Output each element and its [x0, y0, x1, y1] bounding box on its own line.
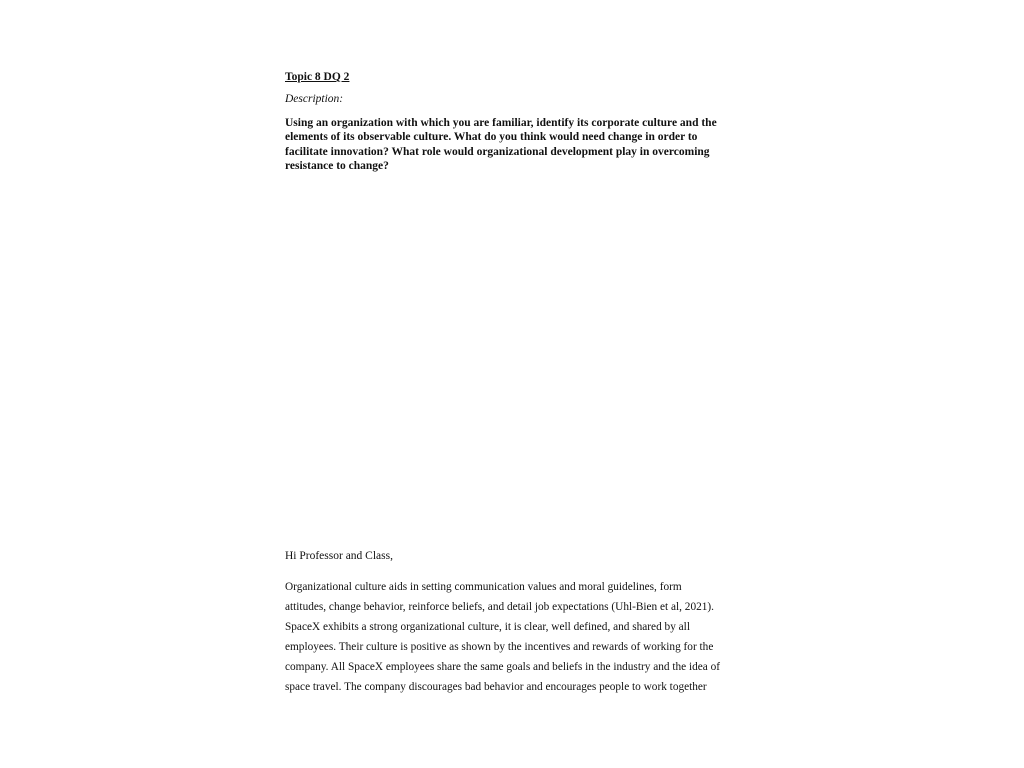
paragraph-line: space travel. The company discourages bad behavior and encourages people to work together	[285, 681, 707, 693]
paragraph-line: company. All SpaceX employees share the same goals and beliefs in the industry and the idea of	[285, 661, 721, 673]
paragraph-line: attitudes, change behavior, reinforce beliefs, and detail job expectations (Uhl-Bien et al, 2021).	[285, 601, 714, 613]
discussion-prompt	[285, 116, 745, 173]
response-paragraph	[285, 577, 755, 697]
topic-title: Topic 8 DQ 2	[285, 71, 350, 83]
prompt-line: Using an organization with which you are familiar, identify its corporate culture and the	[285, 117, 717, 129]
prompt-line: elements of its observable culture. What do you think would need change in order to	[285, 131, 698, 144]
prompt-line: facilitate innovation? What role would organizational development play in overcoming	[285, 145, 710, 158]
greeting: Hi Professor and Class,	[285, 550, 393, 562]
paragraph-line: employees. Their culture is positive as shown by the incentives and rewards of working for the	[285, 641, 714, 653]
prompt-line: resistance to change?	[285, 159, 389, 172]
paragraph-line: SpaceX exhibits a strong organizational culture, it is clear, well defined, and shared by all	[285, 621, 690, 633]
description-label: Description:	[285, 93, 344, 105]
paragraph-line: Organizational culture aids in setting communication values and moral guidelines, form	[285, 581, 682, 593]
